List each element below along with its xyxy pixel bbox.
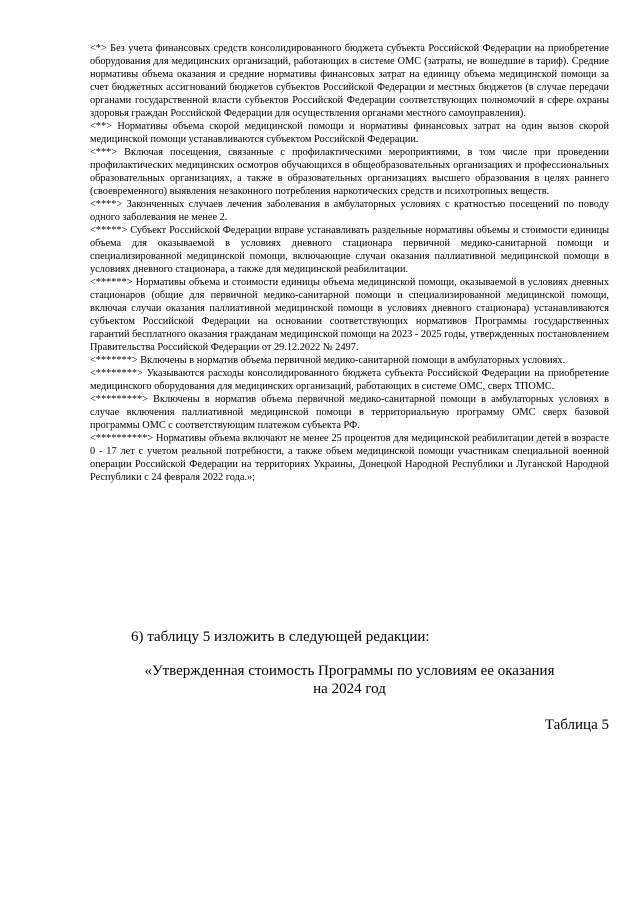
footnote-1: <*> Без учета финансовых средств консолидированного бюджета субъекта Российской Федерации на приобретение оборудования для медицинских организаций, работающих в системе ОМС (затраты, не вошедшие в тариф). Средние нормативы объема оказания и средние нормативы финансовых затрат на единицу объема медицинской помощи за счет бюджетных ассигнований бюджетов субъектов Российской Федерации и местных бюджетов (в случае передачи органами государственной власти субъектов Российской Федерации соответствующих полномочий в сфере охраны здоровья граждан Российской Федерации для осуществления органами местного самоуправления). [90,43,609,119]
footnote-8: <********> Указываются расходы консолидированного бюджета субъекта Российской Федерации на приобретение медицинского оборудования для медицинских организаций, работающих в системе ОМС, сверх ТПОМС. [90,368,609,392]
footnote-9: <*********> Включены в норматив объема первичной медико-санитарной помощи в амбулаторных условиях в случае включения паллиативной медицинской помощи в территориальную программу ОМС сверх базовой программы ОМС с соответствующим платежом субъекта РФ. [90,394,609,431]
footnote-3: <***> Включая посещения, связанные с профилактическими мероприятиями, в том числе при проведении профилактических медицинских осмотров обучающихся в общеобразовательных организациях и профессиональных образовательных организациях, а также в образовательных организациях высшего образования в целях раннего (своевременного) выявления незаконного потребления наркотических средств и психотропных веществ. [90,147,609,197]
footnote-5: <*****> Субъект Российской Федерации вправе устанавливать раздельные нормативы объемы и стоимости единицы объема для оказываемой в условиях дневного стационара первичной медико-санитарной помощи и специализированной медицинской помощи, включающие случаи оказания паллиативной медицинской помощи в условиях дневного стационара, а также для медицинской реабилитации. [90,225,609,275]
table-heading-line-1: «Утвержденная стоимость Программы по условиям ее оказания [144,663,555,679]
table-heading [90,662,609,698]
table-heading-line-2: на 2024 год [313,681,386,697]
footnote-6: <******> Нормативы объема и стоимости единицы объема медицинской помощи, оказываемой в условиях дневных стационаров (общие для первичной медико-санитарной помощи и специализированной медицинской помощи, включая случаи оказания паллиативной медицинской помощи в условиях дневного стационара) устанавливаются субъектом Российской Федерации на основании соответствующих нормативов Программы государственных гарантий бесплатного оказания гражданам медицинской помощи на 2023 - 2025 годы, утвержденных постановлением Правительства Российской Федерации от 29.12.2022 № 2497. [90,277,609,353]
table-number-label: Таблица 5 [544,717,609,733]
footnote-10: <**********> Нормативы объема включают не менее 25 процентов для медицинской реабилитации детей в возрасте 0 - 17 лет с учетом реальной потребности, а также объем медицинской помощи участникам специальной военной операции Российской Федерации на территориях Украины, Донецкой Народной Республики и Луганской Народной Республики с 24 февраля 2022 года.»; [90,433,609,483]
footnotes-block [90,42,609,484]
amendment-item-6: 6) таблицу 5 изложить в следующей редакции: [131,629,430,645]
footnote-2: <**> Нормативы объема скорой медицинской помощи и нормативы финансовых затрат на один вызов скорой медицинской помощи устанавливаются субъектом Российской Федерации. [90,121,609,145]
footnote-4: <****> Законченных случаев лечения заболевания в амбулаторных условиях с кратностью посещений по поводу одного заболевания не менее 2. [90,199,609,223]
footnote-7: <*******> Включены в норматив объема первичной медико-санитарной помощи в амбулаторных условиях. [90,355,566,366]
